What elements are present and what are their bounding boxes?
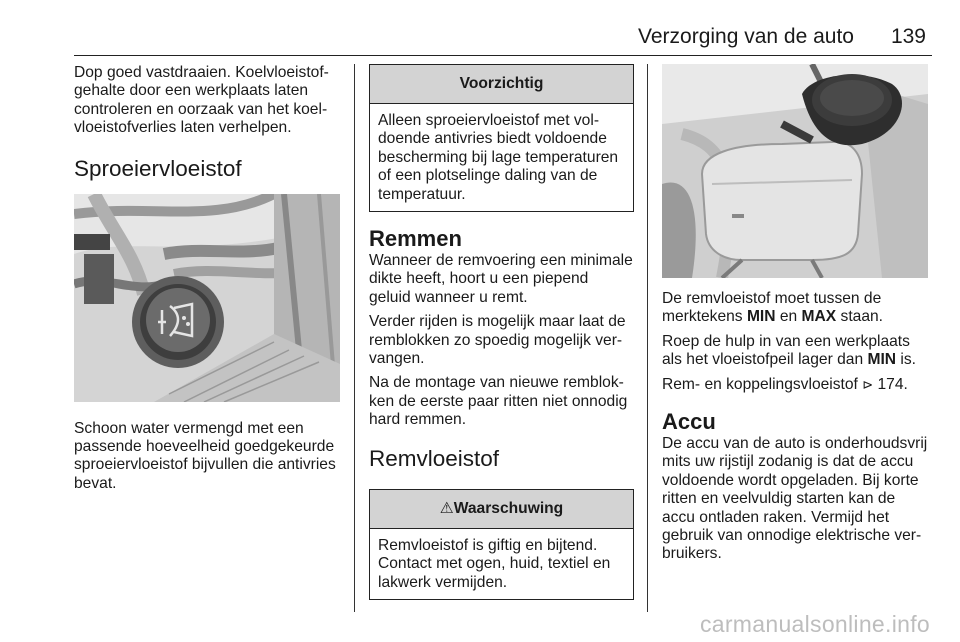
column-2 (369, 64, 634, 600)
brake-fluid-reservoir-photo (662, 64, 928, 278)
warning-box (369, 489, 634, 600)
washer-fluid-body: Schoon water vermengd met een passende hoeveelheid goedgekeurde sproeiervloeistof bijvullen die antivries bevat. (74, 419, 336, 492)
warning-triangle-icon: ⚠ (439, 499, 454, 517)
column-divider-left (354, 64, 355, 612)
warning-header (370, 490, 633, 529)
warning-text: Remvloeistof is giftig en bijtend. Contact met ogen, huid, textiel en lakwerk vermijden. (378, 536, 611, 591)
page-reference-link[interactable]: 174. (873, 375, 908, 393)
brakes-paragraph-2: Verder rijden is mogelijk maar laat de remblokken zo spoedig mogelijk vervangen. (369, 313, 626, 368)
washer-reservoir-photo (74, 194, 340, 402)
brake-fluid-heading: Remvloeistof (369, 445, 500, 471)
watermark: carmanualsonline.info (699, 611, 930, 637)
washer-fluid-heading: Sproeiervloeistof (74, 155, 242, 181)
workshop-help-text: Roep de hulp in van een werkplaats als het vloeistofpeil lager dan MIN is. (662, 332, 916, 369)
page-title: Verzorging van de auto (638, 25, 854, 48)
warning-title: Waarschuwing (453, 499, 564, 517)
brakes-heading: Remmen (369, 226, 462, 252)
min-mark: MIN (746, 308, 776, 326)
caution-title: Voorzichtig (370, 65, 633, 104)
column-1 (74, 64, 342, 499)
brakes-paragraph-1: Wanneer de remvoering een minimale dikte heeft, hoort u een piepend geluid wanneer u remt. (369, 252, 633, 306)
battery-heading: Accu (662, 409, 716, 435)
page-header (74, 24, 932, 56)
coolant-intro-text: Dop goed vastdraaien. Koelvloeistofgehalte door een werkplaats laten controleren en oorzaak van het koelvloeistofverlies laten verhelpen. (74, 64, 329, 137)
brakes-paragraph-3: Na de montage van nieuwe remblokken de eerste paar ritten niet onnodig hard remmen. (369, 374, 628, 429)
battery-text: De accu van de auto is onderhoudsvrij mits uw rijstijl zodanig is dat de accu voldoende wordt opgeladen. Bij korte ritten en veelvuldig starten kan de accu ontladen raken. Vermijd het gebruik van onnodige elektrische verbruikers. (662, 435, 928, 563)
brake-fluid-level-text: De remvloeistof moet tussen de merktekens MIN en MAX staan. (662, 290, 884, 326)
min-mark-2: MIN (867, 351, 897, 369)
caution-text: Alleen sproeiervloeistof met voldoende antivries biedt voldoende bescherming bij lage temperaturen of een plotselinge daling van de temperatuur. (378, 112, 619, 203)
caution-box (369, 64, 634, 212)
page-number: 139 (890, 25, 926, 48)
windshield-washer-icon (158, 306, 198, 338)
page-reference-arrow-icon: ⊳ (862, 377, 874, 393)
max-mark: MAX (801, 308, 837, 326)
column-divider-right (647, 64, 648, 612)
column-3 (662, 64, 928, 570)
fluid-reference-text: Rem- en koppelingsvloeistof ⊳ 174. (662, 375, 908, 393)
